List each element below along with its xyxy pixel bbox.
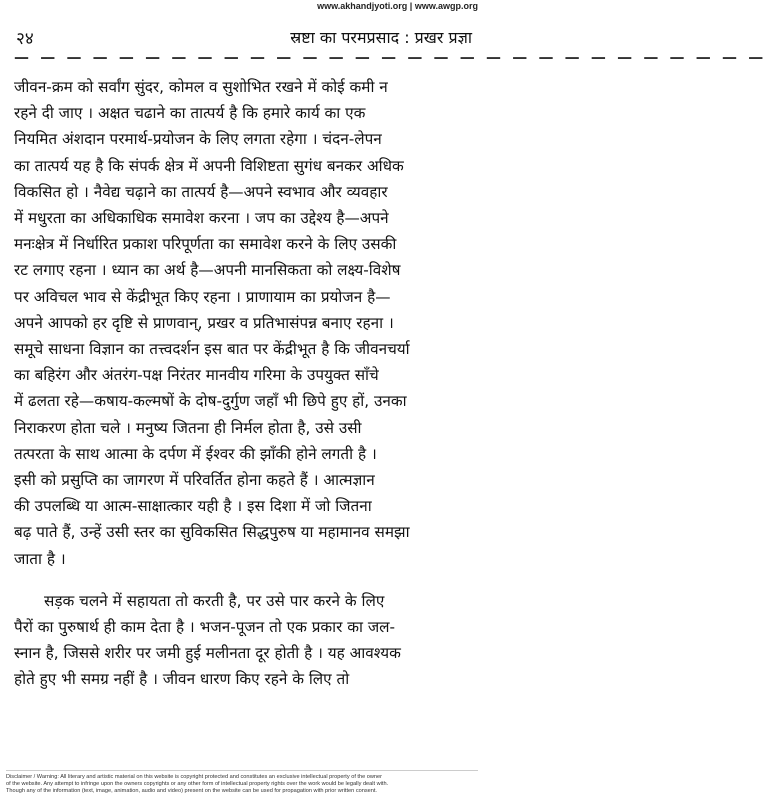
text-line: तत्परता के साथ आत्मा के दर्पण में ईश्वर की झाँकी होने लगती है । [14,444,377,463]
text-line: जाता है । [14,549,66,568]
text-line: पर अविचल भाव से केंद्रीभूत किए रहना । प्राणायाम का प्रयोजन है— [14,287,391,306]
paragraph-2 [14,588,476,693]
text-line: का बहिरंग और अंतरंग-पक्ष निरंतर मानवीय गरिमा के उपयुक्त साँचे [14,366,379,385]
text-line: में मधुरता का अधिकाधिक समावेश करना । जप का उद्देश्य है—अपने [14,209,389,228]
running-title: स्रष्टा का परमप्रसाद : प्रखर प्रज्ञा [290,28,472,47]
text-line: का तात्पर्य यह है कि संपर्क क्षेत्र में अपनी विशिष्टता सुगंध बनकर अधिक [14,156,404,175]
text-line: होते हुए भी समग्र नहीं है । जीवन धारण किए रहने के लिए तो [14,670,350,689]
dash-rule: — — — — — — — — — — — — — — — — — — — — — — — — — — — — — [14,48,766,66]
text-line: मनःक्षेत्र में निर्धारित प्रकाश परिपूर्णता का समावेश करने के लिए उसकी [14,235,397,254]
text-line: में ढलता रहे—कषाय-कल्मषों के दोष-दुर्गुण जहाँ भी छिपे हुए हों, उनका [14,392,407,411]
text-line: निराकरण होता चले । मनुष्य जितना ही निर्मल होता है, उसे उसी [14,418,362,437]
text-line: इसी को प्रसुप्ति का जागरण में परिवर्तित होना कहते हैं । आत्मज्ञान [14,471,375,490]
text-line: रहने दी जाए । अक्षत चढाने का तात्पर्य है कि हमारे कार्य का एक [14,104,366,123]
page-body [14,74,476,693]
text-line: सड़क चलने में सहायता तो करती है, पर उसे पार करने के लिए [44,591,385,610]
text-line: अपने आपको हर दृष्टि से प्राणवान्, प्रखर व प्रतिभासंपन्न बनाए रहना । [14,313,394,332]
text-line: स्नान है, जिससे शरीर पर जमी हुई मलीनता दूर होती है । यह आवश्यक [14,644,401,663]
text-line: रट लगाए रहना । ध्यान का अर्थ है—अपनी मानसिकता को लक्ष्य-विशेष [14,261,401,280]
text-line: समूचे साधना विज्ञान का तत्त्वदर्शन इस बात पर केंद्रीभूत है कि जीवनचर्या [14,340,410,359]
text-line: जीवन-क्रम को सर्वांग सुंदर, कोमल व सुशोभित रखने में कोई कमी न [14,78,388,96]
text-line: पैरों का पुरुषार्थ ही काम देता है । भजन-पूजन तो एक प्रकार का जल- [14,618,396,637]
site-url: www.akhandjyoti.org | www.awgp.org [317,1,478,11]
text-line: विकसित हो । नैवेद्य चढ़ाने का तात्पर्य है—अपने स्वभाव और व्यवहार [14,182,388,201]
text-line: की उपलब्धि या आत्म-साक्षात्कार यही है । इस दिशा में जो जितना [14,497,372,516]
copyright-disclaimer [6,770,478,808]
disclaimer-line: Disclaimer / Warning: All literary and artistic material on this website is copyright protected and constitutes an exclusive intellectual property of the owner [6,774,382,780]
site-url-bar [0,0,484,14]
disclaimer-line: of the website. Any attempt to infringe upon the owners copyrights or any other form of intellectual property rights over the work would be legally dealt with. [6,781,389,787]
text-line: बढ़ पाते हैं, उन्हें उसी स्तर का सुविकसित सिद्धपुरुष या महामानव समझा [14,523,410,542]
paragraph-1 [14,74,476,572]
text-line: नियमित अंशदान परमार्थ-प्रयोजन के लिए लगता रहेगा । चंदन-लेपन [14,130,382,149]
page-number: २४ [16,29,34,49]
disclaimer-line: Though any of the information (text, image, animation, audio and video) present on the website can be used for propagation with prior written consent. [6,788,377,794]
